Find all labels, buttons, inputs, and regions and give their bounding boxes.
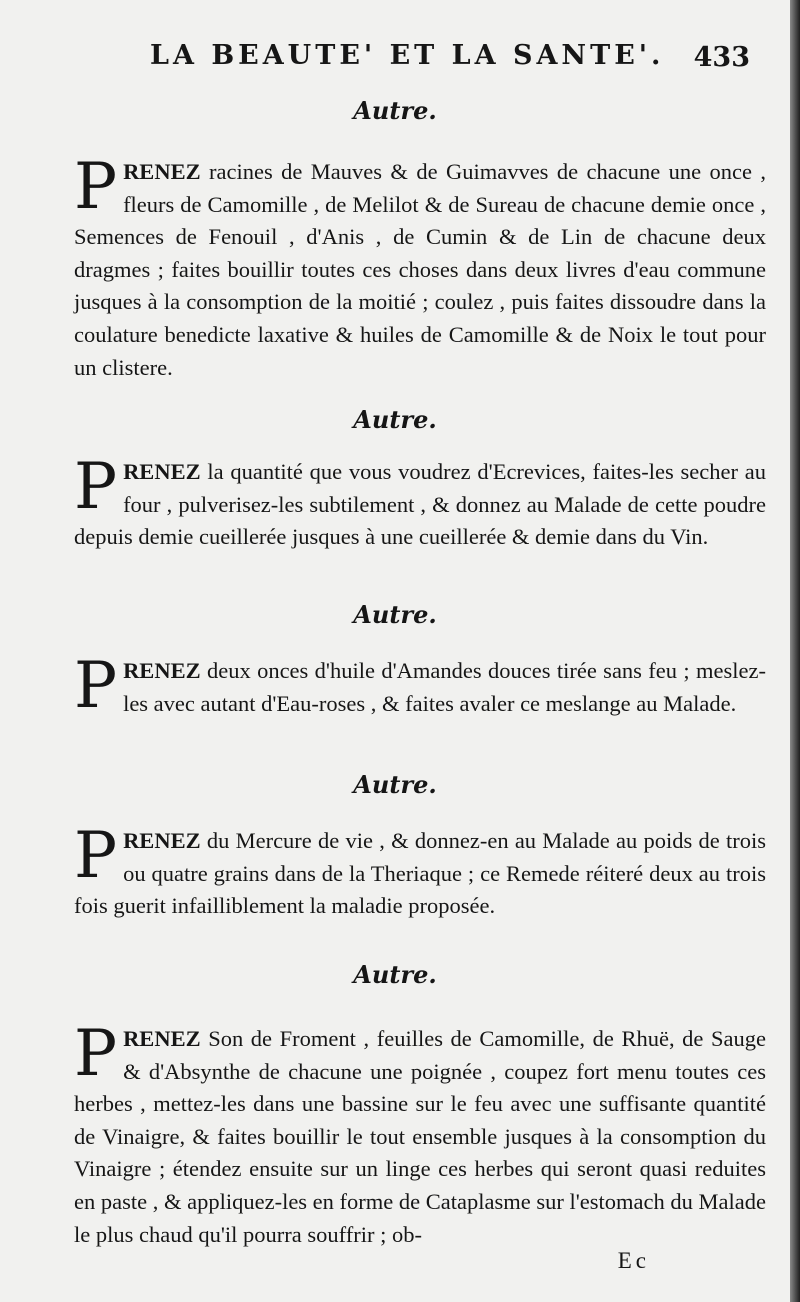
lead-word: RENEZ [123, 159, 201, 184]
paragraph-text: la quantité que vous voudrez d'Ecrevices, faites-les secher au four , pulverisez-les subtilement , & donnez au Malade de cette poudre depuis demie cueillerée jusques à une cueillerée & demie dans du Vin. [74, 459, 766, 550]
lead-word: RENEZ [123, 1026, 201, 1051]
drop-cap: P [74, 819, 118, 893]
recipe-paragraph [74, 150, 766, 384]
recipe-paragraph [74, 649, 766, 723]
running-title: LA BEAUTE' ET LA SANTE'. [150, 40, 665, 71]
lead-word: RENEZ [123, 828, 201, 853]
recipe-paragraph [74, 1017, 766, 1251]
drop-cap: P [74, 1017, 118, 1091]
paragraph-text: deux onces d'huile d'Amandes douces tirée sans feu ; meslez-les avec autant d'Eau-roses , & faites avaler ce meslange au Malade. [123, 658, 766, 716]
section-heading: Autre. [353, 600, 437, 629]
catchword: Ec [617, 1248, 650, 1273]
section-heading: Autre. [353, 405, 437, 434]
recipe-paragraph [74, 819, 766, 923]
section-heading: Autre. [353, 960, 437, 989]
page-edge-shadow [790, 0, 800, 1302]
lead-word: RENEZ [123, 459, 201, 484]
drop-cap: P [74, 649, 118, 723]
recipe-paragraph [74, 450, 766, 554]
paragraph-text: du Mercure de vie , & donnez-en au Malade au poids de trois ou quatre grains dans de la Theriaque ; ce Remede réiteré deux au trois fois guerit infailliblement la maladie proposée. [74, 828, 766, 919]
page-number: 433 [693, 42, 750, 73]
drop-cap: P [74, 450, 118, 524]
section-heading: Autre. [353, 96, 437, 125]
running-head [150, 40, 750, 80]
paragraph-text: racines de Mauves & de Guimavves de chacune une once , fleurs de Camomille , de Melilot & de Sureau de chacune demie once , Semences de Fenouil , d'Anis , de Cumin & de Lin de chacune deux dragmes ; faites bouillir toutes ces choses dans deux livres d'eau commune jusques à la consomption de la moitié ; coulez , puis faites dissoudre dans la coulature benedicte laxative & huiles de Camomille & de Noix le tout pour un clistere. [74, 159, 766, 380]
lead-word: RENEZ [123, 658, 201, 683]
section-heading: Autre. [353, 770, 437, 799]
drop-cap: P [74, 150, 118, 224]
paragraph-text: Son de Froment , feuilles de Camomille, de Rhuë, de Sauge & d'Absynthe de chacune une poignée , coupez fort menu toutes ces herbes , mettez-les dans une bassine sur le feu avec une suffisante quantité de Vinaigre, & faites bouillir le tout ensemble jusques à la consomption du Vinaigre ; étendez ensuite sur un linge ces herbes qui seront quasi reduites en paste , & appliquez-les en forme de Cataplasme sur l'estomach du Malade le plus chaud qu'il pourra souffrir ; ob- [74, 1026, 766, 1247]
